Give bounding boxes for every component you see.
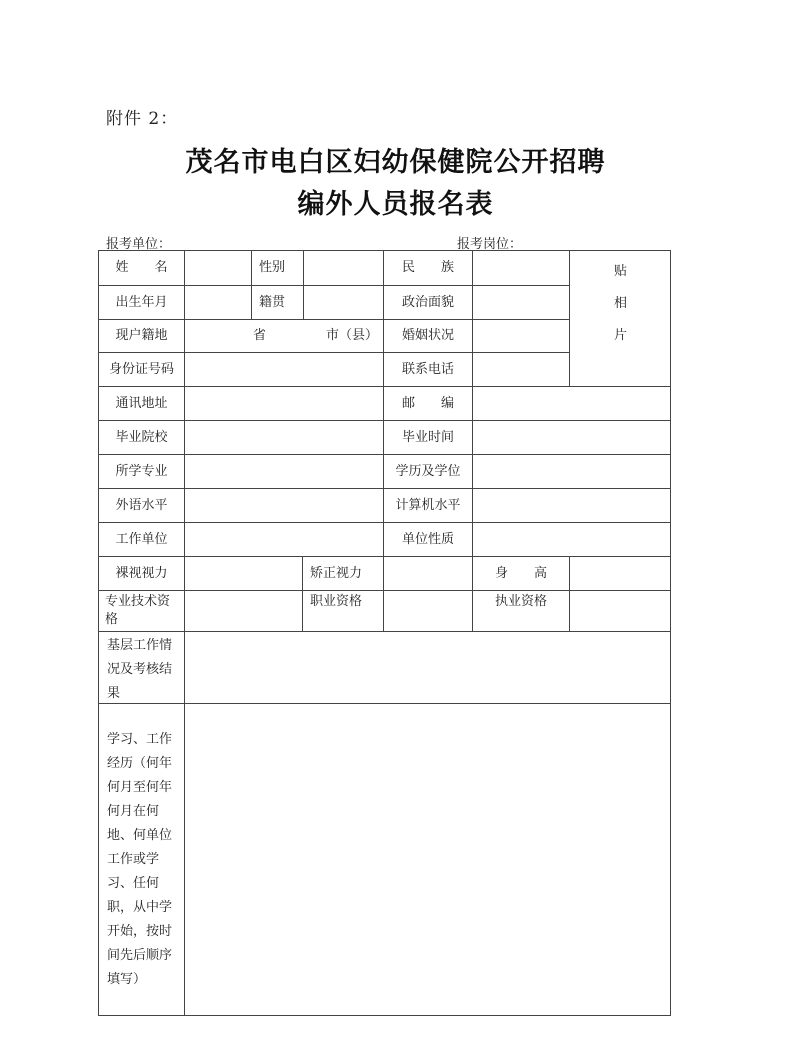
degree-label: 学历及学位 xyxy=(384,455,473,489)
employer-label: 工作单位 xyxy=(99,523,185,557)
employer-type-label: 单位性质 xyxy=(384,523,473,557)
city-county-label: 市（县） xyxy=(326,328,379,344)
major-value[interactable] xyxy=(185,455,384,489)
employer-value[interactable] xyxy=(185,523,384,557)
practice-qualification-value[interactable] xyxy=(570,591,671,632)
ethnicity-value[interactable] xyxy=(473,251,570,286)
corrected-vision-value[interactable] xyxy=(384,557,473,591)
language-level-label: 外语水平 xyxy=(99,489,185,523)
marital-status-value[interactable] xyxy=(473,320,570,353)
phone-value[interactable] xyxy=(473,353,570,387)
applied-unit-label: 报考单位： xyxy=(106,237,172,252)
political-status-value[interactable] xyxy=(473,286,570,320)
annex-label: 附件 2： xyxy=(106,109,179,129)
photo-label-3: 片 xyxy=(613,328,627,343)
gender-value[interactable] xyxy=(304,251,384,286)
degree-value[interactable] xyxy=(473,455,671,489)
naked-vision-label: 裸视视力 xyxy=(99,557,185,591)
postcode-value[interactable] xyxy=(473,387,671,421)
gender-label: 性别 xyxy=(252,251,304,286)
professional-qualification-label: 职业资格 xyxy=(303,591,384,632)
tech-qualification-label: 专业技术资格 xyxy=(99,591,185,632)
professional-qualification-value[interactable] xyxy=(384,591,473,632)
employer-type-value[interactable] xyxy=(473,523,671,557)
id-number-value[interactable] xyxy=(185,353,384,387)
grassroots-work-label: 基层工作情况及考核结果 xyxy=(99,632,185,704)
naked-vision-value[interactable] xyxy=(185,557,303,591)
graduation-time-value[interactable] xyxy=(473,421,671,455)
language-level-value[interactable] xyxy=(185,489,384,523)
residence-label: 现户籍地 xyxy=(99,320,185,353)
computer-level-value[interactable] xyxy=(473,489,671,523)
photo-label-2: 相 xyxy=(613,296,627,311)
name-value[interactable] xyxy=(185,251,252,286)
corrected-vision-label: 矫正视力 xyxy=(303,557,384,591)
school-label: 毕业院校 xyxy=(99,421,185,455)
school-value[interactable] xyxy=(185,421,384,455)
residence-value[interactable] xyxy=(185,320,384,353)
form-title: 茂名市电白区妇幼保健院公开招聘 xyxy=(185,147,606,178)
form-subtitle: 编外人员报名表 xyxy=(297,189,494,220)
practice-qualification-label: 执业资格 xyxy=(473,591,570,632)
address-value[interactable] xyxy=(185,387,384,421)
graduation-time-label: 毕业时间 xyxy=(384,421,473,455)
registration-form-table xyxy=(98,250,671,1016)
grassroots-work-value[interactable] xyxy=(185,632,671,704)
photo-box[interactable] xyxy=(570,251,671,387)
native-place-label: 籍贯 xyxy=(252,286,304,320)
postcode-label: 邮 编 xyxy=(384,387,473,421)
tech-qualification-value[interactable] xyxy=(185,591,303,632)
marital-status-label: 婚姻状况 xyxy=(384,320,473,353)
computer-level-label: 计算机水平 xyxy=(384,489,473,523)
province-label: 省 xyxy=(253,328,267,344)
name-label: 姓 名 xyxy=(99,251,185,286)
native-place-value[interactable] xyxy=(304,286,384,320)
work-history-label: 学习、工作经历（何年何月至何年何月在何地、何单位工作或学习、任何职，从中学开始，按时间先后顺序填写） xyxy=(99,704,185,1016)
phone-label: 联系电话 xyxy=(384,353,473,387)
height-label: 身 高 xyxy=(473,557,570,591)
birth-label: 出生年月 xyxy=(99,286,185,320)
id-number-label: 身份证号码 xyxy=(99,353,185,387)
work-history-value[interactable] xyxy=(185,704,671,1016)
major-label: 所学专业 xyxy=(99,455,185,489)
applied-post-label: 报考岗位： xyxy=(457,237,523,252)
height-value[interactable] xyxy=(570,557,671,591)
photo-label-1: 贴 xyxy=(613,264,627,279)
political-status-label: 政治面貌 xyxy=(384,286,473,320)
address-label: 通讯地址 xyxy=(99,387,185,421)
birth-value[interactable] xyxy=(185,286,252,320)
ethnicity-label: 民 族 xyxy=(384,251,473,286)
